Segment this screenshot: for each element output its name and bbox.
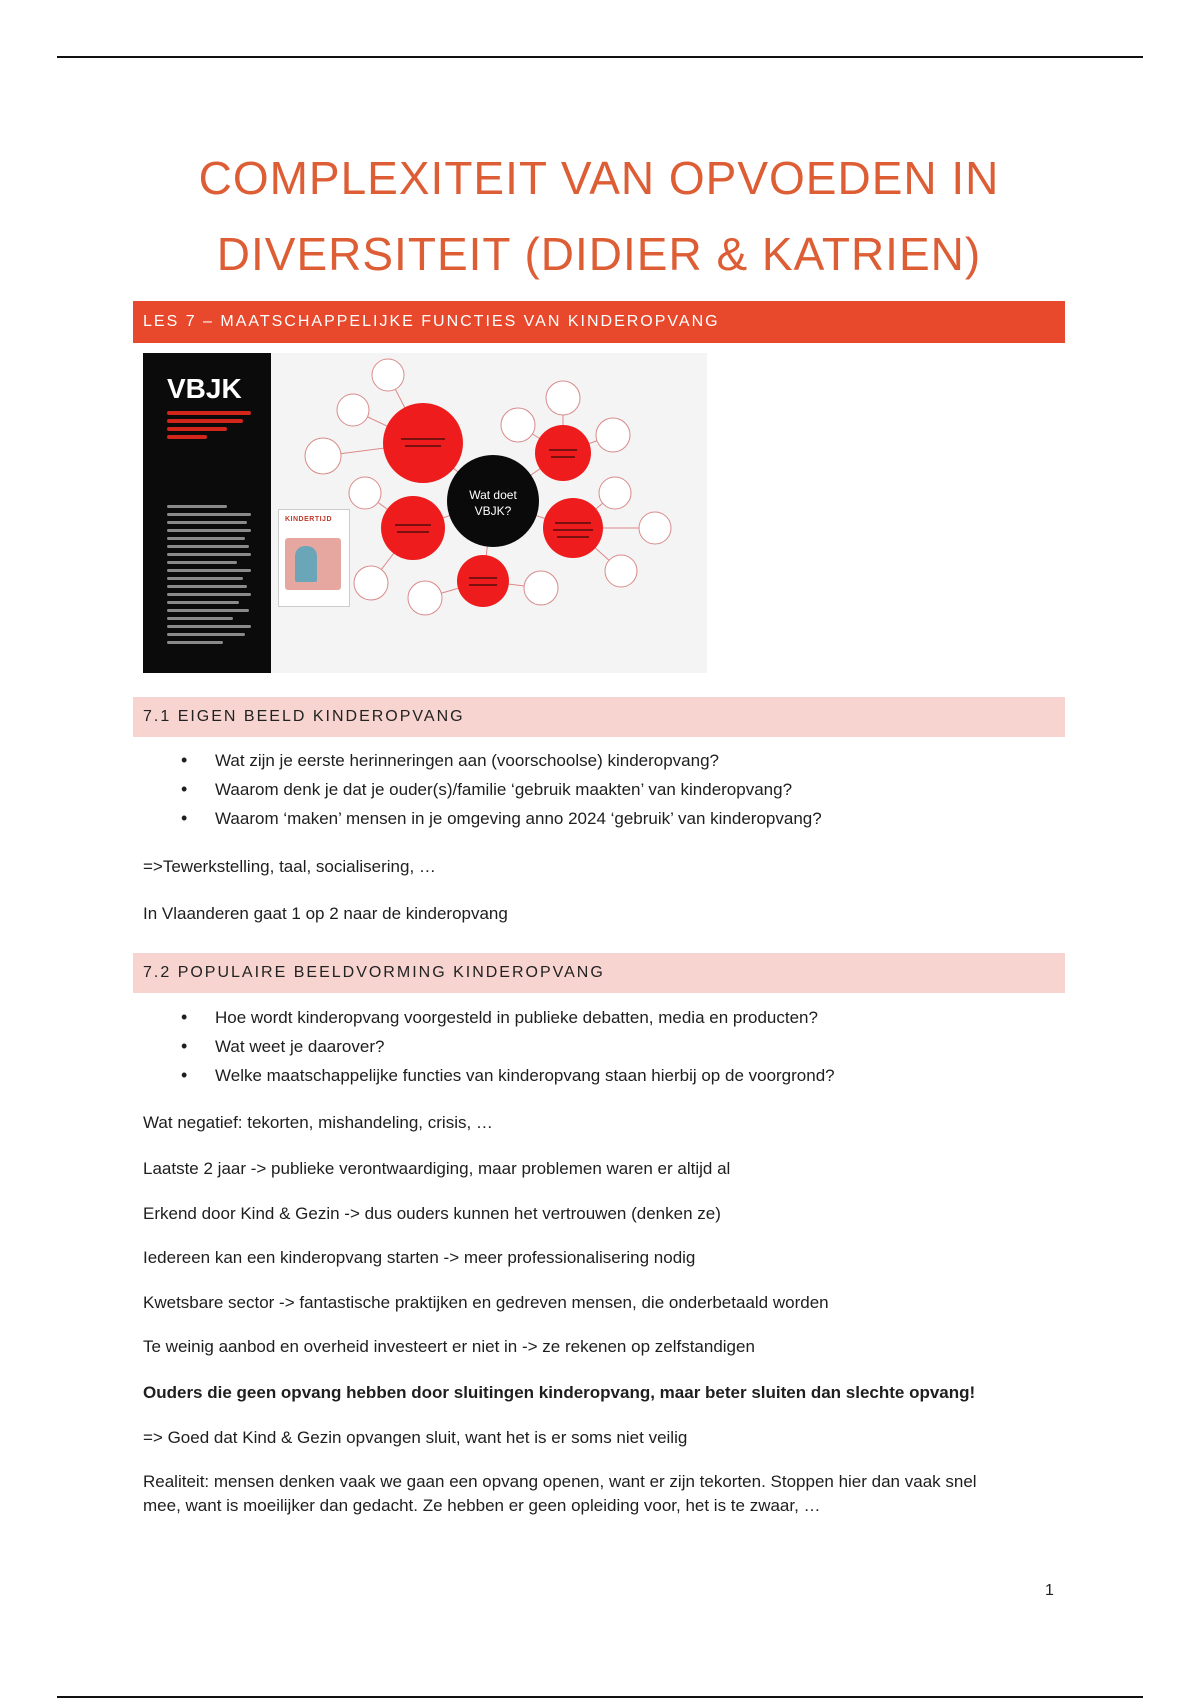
section2-para-3: Erkend door Kind & Gezin -> dus ouders kunnen het vertrouwen (denken ze) [143,1204,721,1223]
section1-bullets [215,746,822,833]
section1-para-1: =>Tewerkstelling, taal, socialisering, … [143,857,436,876]
section2-para-6: Te weinig aanbod en overheid investeert er niet in -> ze rekenen op zelfstandigen [143,1337,755,1356]
list-item: • Wat zijn je eerste herinneringen aan (voorschoolse) kinderopvang? [215,746,822,775]
mind-center-label-1: Wat doet [469,488,517,502]
section2-para-2: Laatste 2 jaar -> publieke verontwaardiging, maar problemen waren er altijd al [143,1159,731,1178]
header-rule [57,56,1143,58]
title-line-2: DIVERSITEIT (DIDIER & KATRIEN) [216,228,982,280]
section2-para-9 [143,1470,1063,1518]
list-item: • Waarom ‘maken’ mensen in je omgeving anno 2024 ‘gebruik’ van kinderopvang? [215,804,822,833]
para-9-line-2: mee, want is moeilijker dan gedacht. Ze hebben er geen opleiding voor, het is te zwaar, … [143,1496,821,1515]
section2-para-5: Kwetsbare sector -> fantastische praktijken en gedreven mensen, die onderbetaald worden [143,1293,829,1312]
section2-para-8: => Goed dat Kind & Gezin opvangen sluit, want het is er soms niet veilig [143,1428,688,1447]
section1-para-2: In Vlaanderen gaat 1 op 2 naar de kinderopvang [143,904,508,923]
vbjk-logo: VBJK [167,373,242,404]
section-heading-7-2: 7.2 POPULAIRE BEELDVORMING KINDEROPVANG [133,953,1065,993]
list-item: • Waarom denk je dat je ouder(s)/familie ‘gebruik maakten’ van kinderopvang? [215,775,822,804]
section2-para-4: Iedereen kan een kinderopvang starten -> meer professionalisering nodig [143,1248,696,1267]
mind-center-label-2: VBJK? [474,504,512,518]
section2-bullets [215,1003,835,1090]
vbjk-figure [143,353,707,673]
list-item: • Welke maatschappelijke functies van kinderopvang staan hierbij op de voorgrond? [215,1061,835,1090]
book-title: KINDERTIJD [285,516,333,523]
mind-map [143,353,707,673]
lesson-heading: LES 7 – MAATSCHAPPELIJKE FUNCTIES VAN KINDEROPVANG [133,301,1065,343]
section2-para-7-bold: Ouders die geen opvang hebben door sluitingen kinderopvang, maar beter sluiten dan slechte opvang! [143,1383,976,1402]
document-title [133,140,1065,292]
page-number: 1 [1045,1582,1054,1599]
title-line-1: COMPLEXITEIT VAN OPVOEDEN IN [198,152,1000,204]
section2-para-1: Wat negatief: tekorten, mishandeling, crisis, … [143,1113,493,1132]
section-heading-7-1: 7.1 EIGEN BEELD KINDEROPVANG [133,697,1065,737]
footer-rule [57,1696,1143,1698]
list-item: • Hoe wordt kinderopvang voorgesteld in publieke debatten, media en producten? [215,1003,835,1032]
para-9-line-1: Realiteit: mensen denken vaak we gaan een opvang openen, want er zijn tekorten. Stoppen hier dan vaak snel [143,1472,977,1491]
list-item: • Wat weet je daarover? [215,1032,835,1061]
